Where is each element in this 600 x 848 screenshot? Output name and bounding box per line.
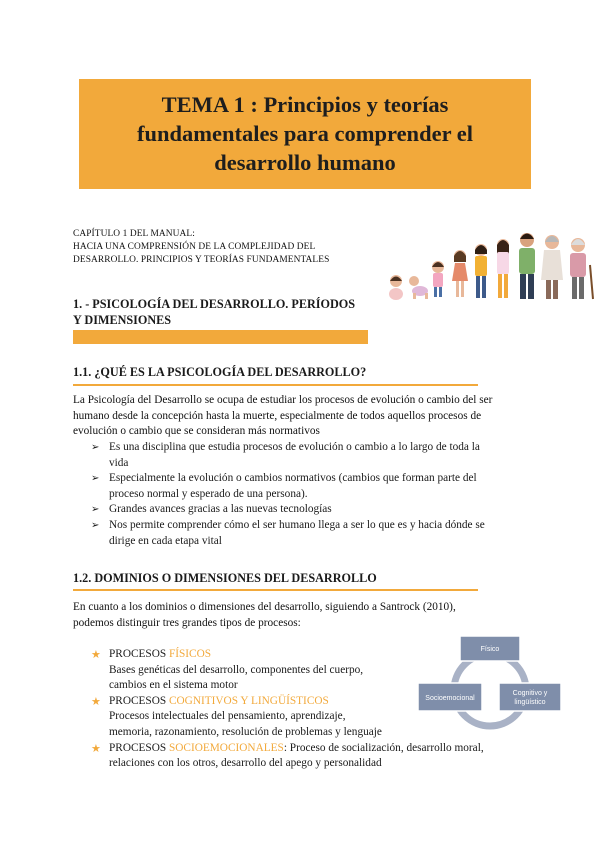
bullet-line: dirige en cada etapa vital xyxy=(109,534,222,547)
adult-man-figure xyxy=(519,233,535,299)
page-title xyxy=(79,90,531,177)
section-1-2-rule xyxy=(73,589,478,591)
older-woman-figure xyxy=(541,235,563,299)
list-item xyxy=(91,440,531,471)
process-name: COGNITIVOS Y LINGÜÍSTICOS xyxy=(168,694,329,707)
process-description-line: Bases genéticas del desarrollo, componentes del cuerpo, xyxy=(109,663,364,676)
arrow-bullet-icon: ➢ xyxy=(91,519,100,531)
process-description-line: relaciones con los otros, desarrollo del apego y personalidad xyxy=(109,757,382,770)
section-1-1-bullets xyxy=(91,440,531,549)
chapter-line: HACIA UNA COMPRENSIÓN DE LA COMPLEJIDAD DEL xyxy=(73,242,316,252)
section-1-2-heading: 1.2. DOMINIOS O DIMENSIONES DEL DESARROLLO xyxy=(73,571,377,585)
process-description-line: Procesos intelectuales del pensamiento, aprendizaje, xyxy=(109,710,346,723)
orange-divider-bar xyxy=(73,330,368,344)
teen-figure xyxy=(475,244,487,298)
node-fisico-label: Físico xyxy=(480,646,500,653)
section-1-1-heading: 1.1. ¿QUÉ ES LA PSICOLOGÍA DEL DESARROLLO? xyxy=(73,365,367,379)
section-1-1-rule xyxy=(73,384,478,386)
bullet-line: vida xyxy=(109,456,129,469)
heading-line: Y DIMENSIONES xyxy=(73,313,172,327)
paragraph-line: evolución o cambio que se consideran más normativos xyxy=(73,425,320,438)
process-description: : Proceso de socialización, desarrollo moral, xyxy=(283,741,484,754)
process-name: SOCIOEMOCIONALES xyxy=(168,741,284,754)
heading-line: 1. - PSICOLOGÍA DEL DESARROLLO. PERÍODOS xyxy=(73,297,356,311)
title-line: TEMA 1 : Principios y teorías xyxy=(161,92,449,117)
arrow-bullet-icon: ➢ xyxy=(91,504,100,516)
paragraph-line: humano desde la concepción hasta la muerte, especialmente de todos aquellos procesos de xyxy=(73,409,482,422)
list-item xyxy=(91,518,531,549)
list-item xyxy=(91,471,531,502)
process-prefix: PROCESOS xyxy=(109,694,169,707)
process-prefix: PROCESOS xyxy=(109,741,169,754)
list-item xyxy=(91,741,541,772)
process-name: FÍSICOS xyxy=(168,648,212,660)
chapter-reference xyxy=(73,228,393,267)
dimensions-diagram xyxy=(415,628,565,740)
child-figure xyxy=(432,261,444,297)
girl-figure xyxy=(452,250,468,297)
chapter-line: CAPÍTULO 1 DEL MANUAL: xyxy=(73,229,195,239)
node-cognitivo-label-2: lingüístico xyxy=(514,699,546,706)
list-item xyxy=(91,502,531,518)
paragraph-line: podemos distinguir tres grandes tipos de procesos: xyxy=(73,616,301,629)
process-description-line: cambios en el sistema motor xyxy=(109,679,238,692)
paragraph-line: En cuanto a los dominios o dimensiones del desarrollo, siguiendo a Santrock (2010), xyxy=(73,601,456,613)
process-description-line: memoria, razonamiento, resolución de problemas y lenguaje xyxy=(109,725,382,738)
bullet-line: Nos permite comprender cómo el ser humano llega a ser lo que es y hacia dónde se xyxy=(109,518,485,531)
section-1-1-intro xyxy=(73,393,533,440)
bullet-line: Es una disciplina que estudia procesos de evolución o cambio a lo largo de toda la xyxy=(109,441,480,453)
title-line: fundamentales para comprender el xyxy=(136,121,474,146)
star-icon: ★ xyxy=(91,741,101,755)
section-1-heading xyxy=(73,296,393,328)
process-prefix: PROCESOS xyxy=(109,648,169,660)
elderly-figure xyxy=(570,238,593,299)
life-stages-illustration xyxy=(385,225,600,303)
star-icon: ★ xyxy=(91,648,101,661)
node-cognitivo-label-1: Cognitivo y xyxy=(512,690,548,697)
young-woman-figure xyxy=(497,239,509,298)
bullet-line: Grandes avances gracias a las nuevas tecnologías xyxy=(109,503,332,516)
chapter-line: DESARROLLO. PRINCIPIOS Y TEORÍAS FUNDAMENTALES xyxy=(73,255,330,265)
section-1-2-intro xyxy=(73,600,533,631)
arrow-bullet-icon: ➢ xyxy=(91,473,100,485)
toddler-figure xyxy=(409,276,428,299)
star-icon: ★ xyxy=(91,694,101,708)
paragraph-line: La Psicología del Desarrollo se ocupa de estudiar los procesos de evolución o cambio del ser xyxy=(73,394,493,406)
node-socioemocional-label: Socioemocional xyxy=(425,695,475,702)
title-line: desarrollo humano xyxy=(214,150,396,175)
arrow-bullet-icon: ➢ xyxy=(91,442,100,453)
bullet-line: proceso normal y esperado de una persona). xyxy=(109,487,308,500)
node-cognitivo xyxy=(499,683,561,711)
bullet-line: Especialmente la evolución o cambios normativos (cambios que forman parte del xyxy=(109,472,477,485)
